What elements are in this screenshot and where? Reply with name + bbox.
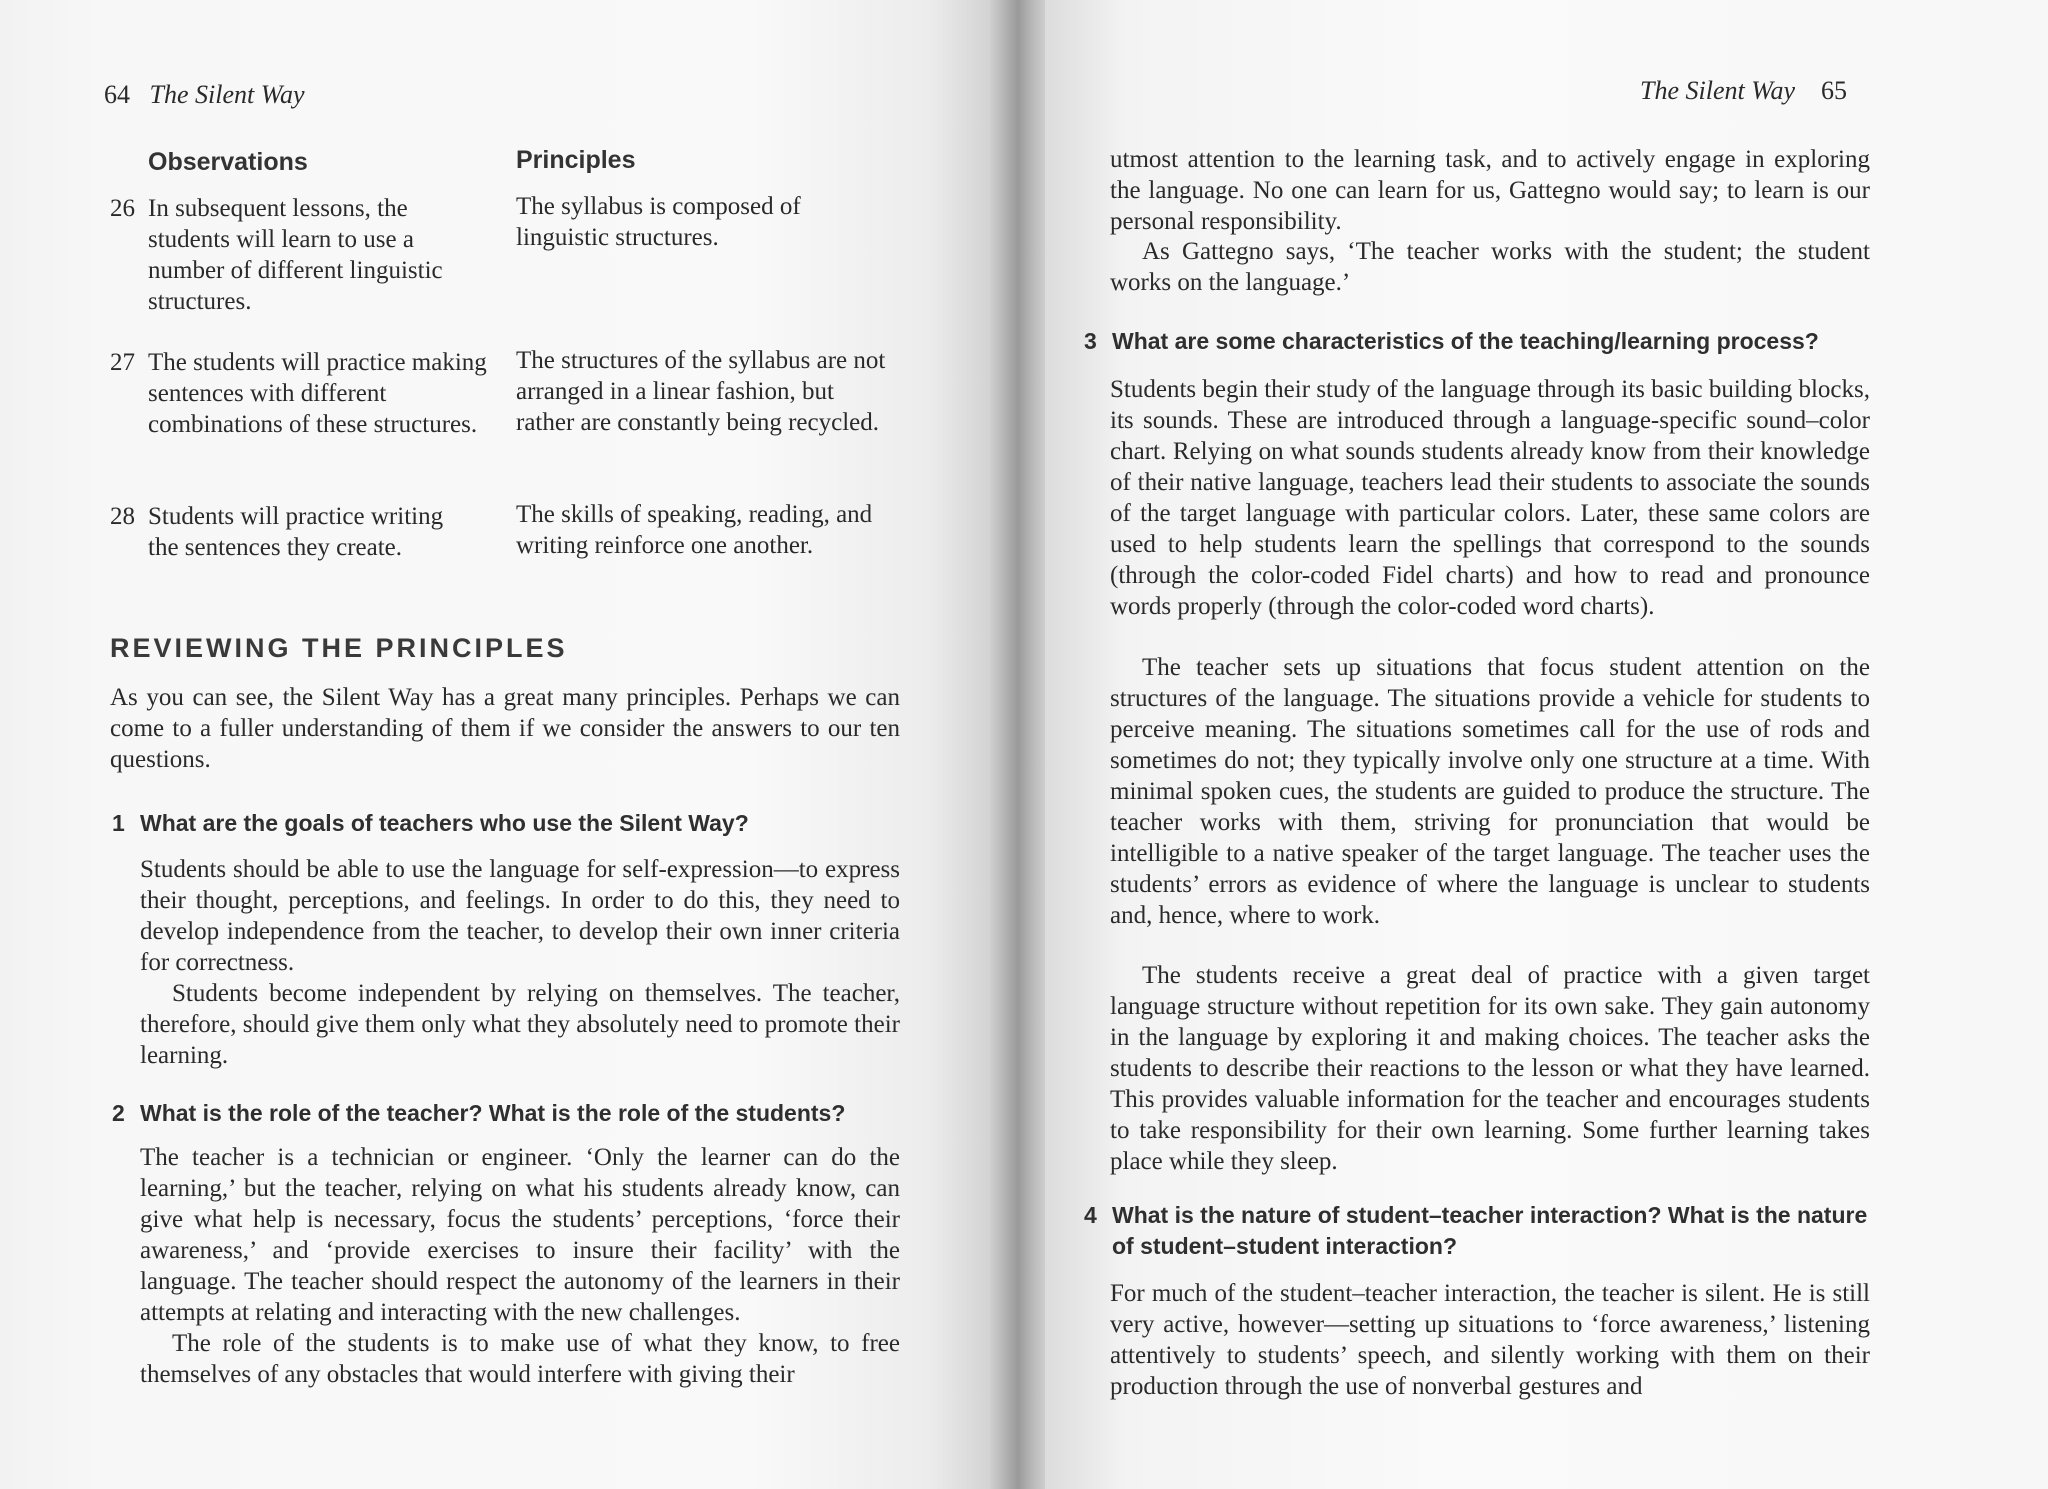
question-1: [112, 808, 920, 839]
q2-paragraph-2: The role of the students is to make use of what they know, to free themselves of any obstacles that would interfere with giving their: [140, 1330, 900, 1388]
q4-paragraph-1: For much of the student–teacher interaction, the teacher is silent. He is still very active, however—setting up situations to ‘force awareness,’ listening attentively to students’ speech, and silently working with them on their production through the use of nonverbal gestures and: [1110, 1280, 1870, 1400]
principle-27: The structures of the syllabus are not arranged in a linear fashion, but rather are constantly being recycled.: [516, 347, 886, 436]
continued-paragraph: utmost attention to the learning task, and to actively engage in exploring the language. No one can learn for us, Gattegno would say; to learn is our personal responsibility.: [1110, 146, 1870, 235]
observation-text: In subsequent lessons, the students will learn to use a number of different linguistic structures.: [148, 195, 443, 315]
observation-number: 26: [110, 195, 135, 222]
q3-paragraph-1: Students begin their study of the language through its basic building blocks, its sounds. These are introduced through a language-specific sound–color chart. Relying on what sounds students already know from their knowledge of their native language, teachers lead their students to associate the sounds of the target language with particular colors. Later, these same colors are used to help students learn the spellings that correspond to the sounds (through the color-coded Fidel charts) and how to read and pronounce words properly (through the color-coded word charts).: [1110, 376, 1870, 620]
observation-number: 27: [110, 349, 135, 376]
principle-26: The syllabus is composed of linguistic structures.: [516, 193, 801, 251]
question-number: 2: [112, 1100, 125, 1126]
question-number: 3: [1084, 328, 1097, 354]
question-2: [112, 1098, 920, 1129]
left-running-head: [104, 80, 305, 110]
left-page-number: 64: [104, 80, 130, 109]
principle-28: The skills of speaking, reading, and writing reinforce one another.: [516, 501, 873, 559]
gattegno-quote-paragraph: As Gattegno says, ‘The teacher works with the student; the student works on the language.’: [1110, 238, 1870, 296]
question-text: What are the goals of teachers who use the Silent Way?: [140, 810, 749, 836]
question-4: [1084, 1200, 1892, 1262]
q3-paragraph-2: The teacher sets up situations that focus student attention on the structures of the language. The situations provide a vehicle for students to perceive meaning. The situations sometimes call for the use of rods and sometimes do not; they typically involve only one structure at a time. With minimal spoken cues, the students are guided to produce the structure. The teacher works with them, striving for pronunciation that would be intelligible to a native speaker of the target language. The teacher uses the students’ errors as evidence of where the language is unclear to students and, hence, where to work.: [1110, 654, 1870, 929]
question-text: What are some characteristics of the teaching/learning process?: [1112, 328, 1819, 354]
question-number: 4: [1084, 1202, 1097, 1228]
observation-26: [110, 193, 478, 317]
section-title: REVIEWING THE PRINCIPLES: [110, 633, 568, 663]
right-running-title: The Silent Way: [1640, 76, 1796, 105]
observation-text: The students will practice making sentences with different combinations of these structures.: [148, 349, 487, 438]
q3-paragraph-3: The students receive a great deal of practice with a given target language structure without repetition for its own sake. They gain autonomy in the language by exploring it and making choices. The teacher asks the students to describe their reactions to the lesson or what they have learned. This provides valuable information for the teacher and encourages students to take responsibility for their own learning. Some further learning takes place while they sleep.: [1110, 962, 1870, 1175]
left-running-title: The Silent Way: [149, 80, 305, 109]
right-running-head: [1640, 76, 1847, 106]
observation-28: [110, 501, 478, 563]
intro-paragraph: As you can see, the Silent Way has a great many principles. Perhaps we can come to a fuller understanding of them if we consider the answers to our ten questions.: [110, 684, 900, 773]
observation-number: 28: [110, 503, 135, 530]
right-page-number: 65: [1821, 76, 1848, 105]
question-text: What is the role of the teacher? What is the role of the students?: [140, 1100, 846, 1126]
principles-heading: Principles: [516, 146, 636, 174]
q1-paragraph-2: Students become independent by relying on themselves. The teacher, therefore, should give them only what they absolutely need to promote their learning.: [140, 980, 900, 1069]
q2-paragraph-1: The teacher is a technician or engineer. ‘Only the learner can do the learning,’ but the teacher, relying on what his students already know, can give what help is necessary, focus the students’ perceptions, ‘force their awareness,’ and ‘provide exercises to insure their facility’ with the language. The teacher should respect the autonomy of the learners in their attempts at relating and interacting with the new challenges.: [140, 1144, 900, 1326]
question-3: [1084, 326, 1892, 357]
q1-paragraph-1: Students should be able to use the language for self-expression—to express their thought, perceptions, and feelings. In order to do this, they need to develop independence from the teacher, to develop their own inner criteria for correctness.: [140, 856, 900, 976]
question-number: 1: [112, 810, 125, 836]
question-text: What is the nature of student–teacher interaction? What is the nature of student–student interaction?: [1112, 1202, 1868, 1259]
observations-heading: Observations: [148, 148, 308, 176]
observation-27: [110, 347, 493, 440]
observation-text: Students will practice writing the sentences they create.: [148, 503, 444, 561]
